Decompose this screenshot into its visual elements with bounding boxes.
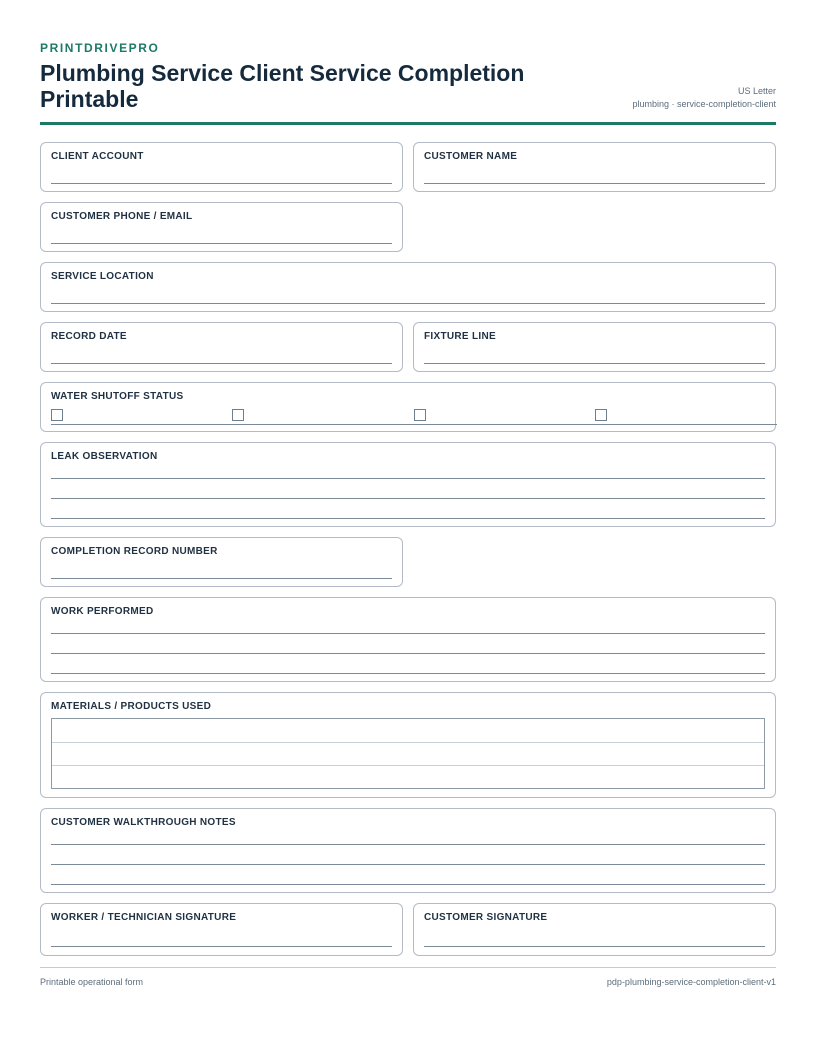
materials-products-used-label: MATERIALS / PRODUCTS USED [51,701,212,712]
leak-observation-field[interactable] [40,442,776,527]
brand-name: PRINTDRIVEPRO [40,41,160,55]
record-date-input-line[interactable] [51,363,392,364]
materials-products-used-field [40,692,776,798]
option-write-line [232,424,414,425]
materials-table [51,718,765,789]
service-location-input-line[interactable] [51,303,765,304]
paper-size: US Letter [737,86,776,96]
worker-signature-label: WORKER / TECHNICIAN SIGNATURE [51,912,237,923]
completion-record-number-input-line[interactable] [51,578,392,579]
leak-observation-label: LEAK OBSERVATION [51,451,158,462]
walkthrough-notes-line-1[interactable] [51,844,765,845]
header-divider [40,122,776,125]
customer-phone-email-field[interactable] [40,202,403,252]
checkbox[interactable] [51,409,63,421]
worker-signature-field[interactable] [40,903,403,956]
customer-signature-label: CUSTOMER SIGNATURE [424,912,548,923]
shutoff-option-3[interactable] [414,409,596,425]
option-write-line [414,424,596,425]
water-shutoff-status-label: WATER SHUTOFF STATUS [51,391,184,402]
footer-left-text: Printable operational form [40,977,144,987]
checkbox[interactable] [414,409,426,421]
work-performed-line-2[interactable] [51,653,765,654]
client-account-label: CLIENT ACCOUNT [51,151,144,162]
option-write-line [595,424,777,425]
record-date-field[interactable] [40,322,403,372]
shutoff-option-2[interactable] [232,409,414,425]
customer-walkthrough-notes-field[interactable] [40,808,776,893]
work-performed-line-3[interactable] [51,673,765,674]
fixture-line-label: FIXTURE LINE [424,331,496,342]
leak-observation-line-2[interactable] [51,498,765,499]
work-performed-label: WORK PERFORMED [51,606,154,617]
service-location-field[interactable] [40,262,776,312]
fixture-line-field[interactable] [413,322,776,372]
customer-phone-email-label: CUSTOMER PHONE / EMAIL [51,211,193,222]
work-performed-field[interactable] [40,597,776,682]
page-title: Plumbing Service Client Service Completion Printable [40,60,525,112]
walkthrough-notes-line-3[interactable] [51,884,765,885]
footer-form-id: pdp-plumbing-service-completion-client-v1 [606,977,776,987]
table-row[interactable] [52,742,764,765]
completion-record-number-field[interactable] [40,537,403,587]
form-meta [632,85,776,111]
fixture-line-input-line[interactable] [424,363,765,364]
leak-observation-line-1[interactable] [51,478,765,479]
customer-name-field[interactable] [413,142,776,192]
form-code: plumbing · service-completion-client [632,99,776,109]
checkbox[interactable] [232,409,244,421]
customer-phone-email-input-line[interactable] [51,243,392,244]
table-row[interactable] [52,765,764,788]
customer-name-input-line[interactable] [424,183,765,184]
client-account-field[interactable] [40,142,403,192]
shutoff-option-4[interactable] [595,409,777,425]
customer-name-label: CUSTOMER NAME [424,151,518,162]
table-row[interactable] [52,719,764,742]
customer-signature-line[interactable] [424,946,765,947]
worker-signature-line[interactable] [51,946,392,947]
leak-observation-line-3[interactable] [51,518,765,519]
walkthrough-notes-line-2[interactable] [51,864,765,865]
customer-walkthrough-notes-label: CUSTOMER WALKTHROUGH NOTES [51,817,236,828]
record-date-label: RECORD DATE [51,331,127,342]
option-write-line [51,424,233,425]
shutoff-option-1[interactable] [51,409,233,425]
checkbox[interactable] [595,409,607,421]
customer-signature-field[interactable] [413,903,776,956]
water-shutoff-status-field [40,382,776,432]
service-location-label: SERVICE LOCATION [51,271,154,282]
footer-divider [40,967,776,968]
work-performed-line-1[interactable] [51,633,765,634]
client-account-input-line[interactable] [51,183,392,184]
completion-record-number-label: COMPLETION RECORD NUMBER [51,546,218,557]
